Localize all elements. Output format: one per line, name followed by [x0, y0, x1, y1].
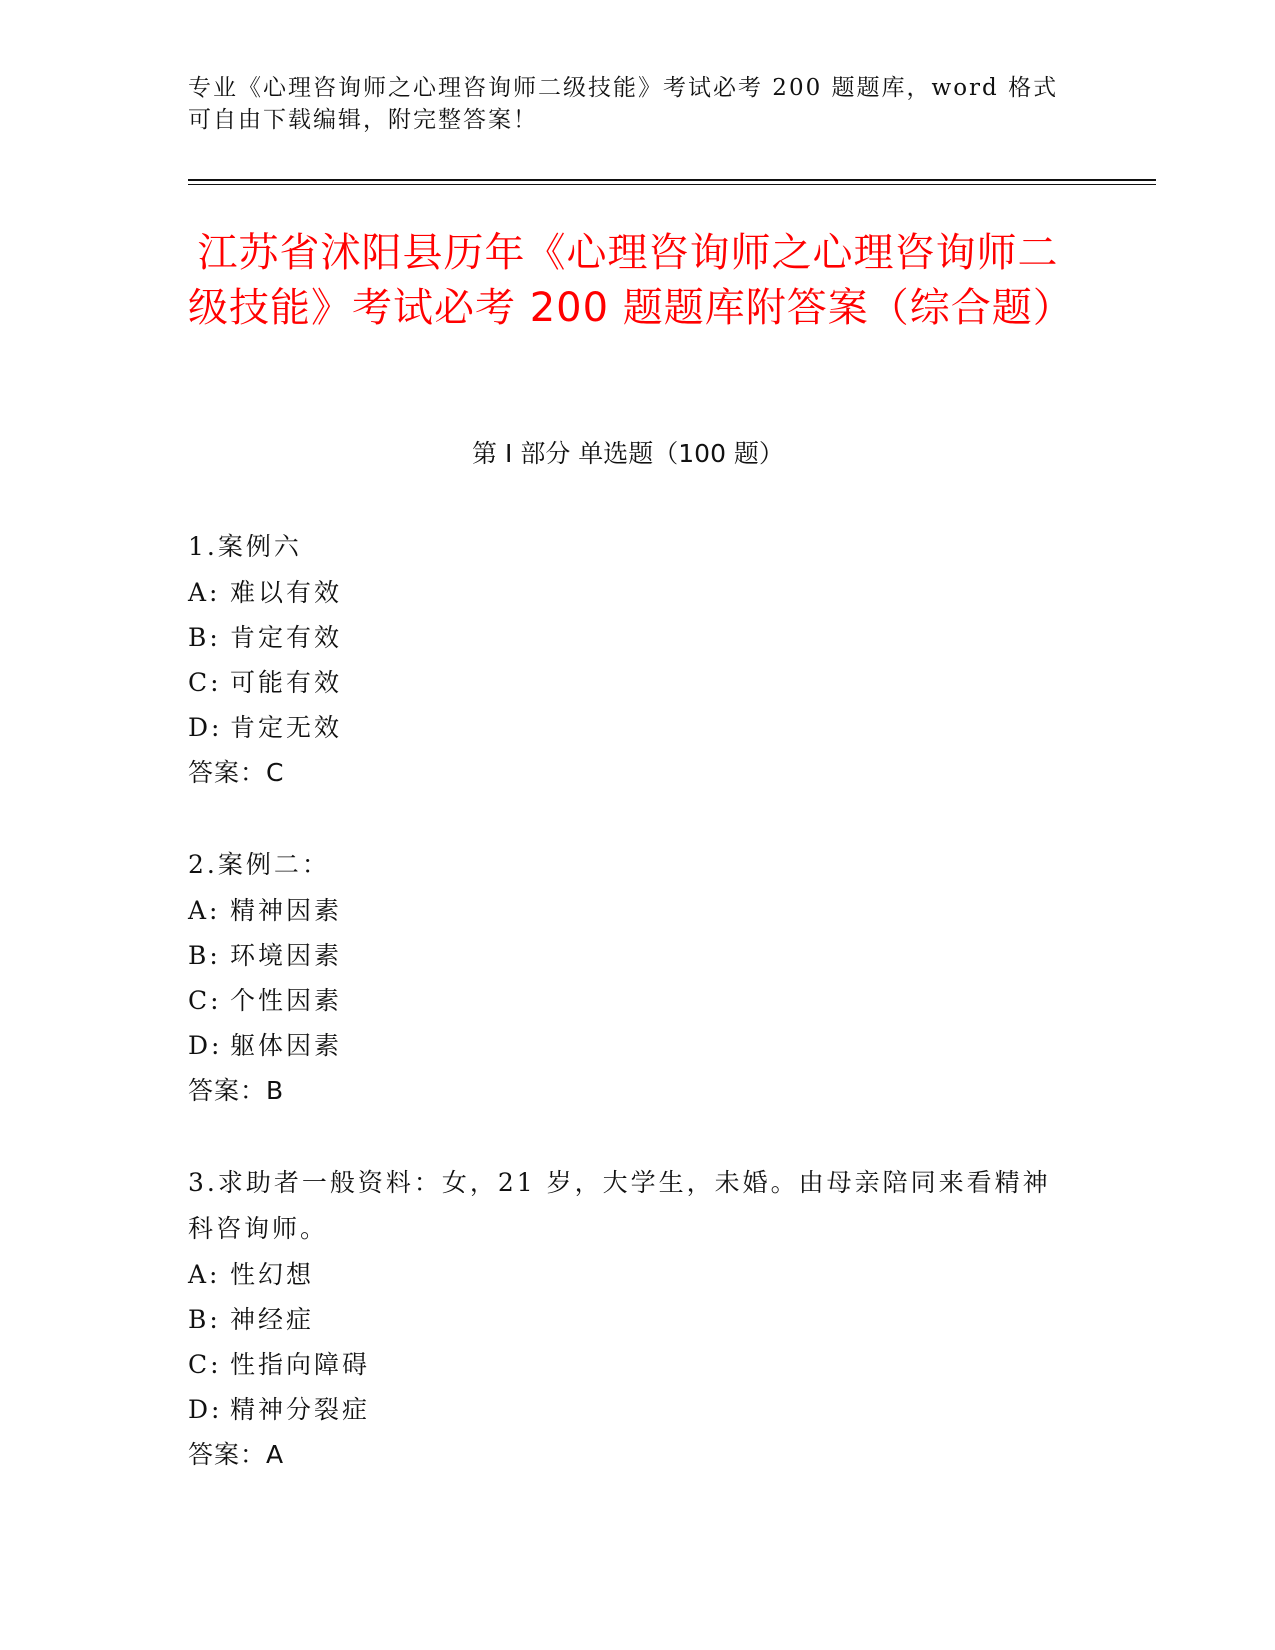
option-text: 神经症 [230, 1305, 315, 1334]
option-text: 个性因素 [230, 986, 343, 1015]
option-text: 难以有效 [230, 578, 343, 607]
option-c [188, 660, 1068, 705]
option-text: 可能有效 [230, 668, 343, 697]
option-a [188, 888, 1068, 933]
option-text: 躯体因素 [230, 1031, 343, 1060]
option-letter: A: [188, 896, 221, 925]
option-text: 肯定无效 [230, 713, 343, 742]
option-c [188, 978, 1068, 1023]
option-letter: A: [188, 1260, 221, 1289]
question-stem: 2.案例二： [188, 850, 330, 879]
document-title: 江苏省沭阳县历年《心理咨询师之心理咨询师二级技能》考试必考 200 题题库附答案（综合题） [188, 230, 1074, 331]
option-d [188, 1023, 1068, 1068]
answer-line: 答案：C [188, 758, 285, 787]
option-letter: C: [188, 668, 222, 697]
option-text: 环境因素 [230, 941, 343, 970]
header-note: 专业《心理咨询师之心理咨询师二级技能》考试必考 200 题题库，word 格式可自由下载编辑，附完整答案！ [188, 75, 1059, 133]
question-stem: 3.求助者一般资料：女，21 岁，大学生，未婚。由母亲陪同来看精神科咨询师。 [188, 1168, 1051, 1243]
answer-line: 答案：A [188, 1440, 285, 1469]
option-text: 性指向障碍 [230, 1350, 371, 1379]
option-letter: B: [188, 941, 221, 970]
option-a [188, 570, 1068, 615]
option-b [188, 1297, 1068, 1342]
option-letter: C: [188, 986, 222, 1015]
option-b [188, 933, 1068, 978]
option-letter: B: [188, 1305, 221, 1334]
header-rule-thin [188, 184, 1156, 185]
question-2 [188, 842, 1068, 1114]
question-stem: 1.案例六 [188, 532, 302, 561]
header-rule-thick [188, 179, 1156, 181]
question-3 [188, 1160, 1068, 1478]
section-heading: 第 I 部分 单选题（100 题） [472, 439, 784, 468]
option-text: 性幻想 [230, 1260, 315, 1289]
option-letter: D: [188, 713, 223, 742]
option-c [188, 1342, 1068, 1387]
option-letter: B: [188, 623, 221, 652]
option-d [188, 1387, 1068, 1432]
answer-line: 答案：B [188, 1076, 285, 1105]
option-b [188, 615, 1068, 660]
option-letter: C: [188, 1350, 222, 1379]
option-a [188, 1252, 1068, 1297]
option-letter: D: [188, 1031, 223, 1060]
option-text: 精神分裂症 [230, 1395, 371, 1424]
option-text: 精神因素 [230, 896, 343, 925]
option-text: 肯定有效 [230, 623, 343, 652]
option-d [188, 705, 1068, 750]
question-1 [188, 524, 1068, 796]
option-letter: A: [188, 578, 221, 607]
option-letter: D: [188, 1395, 223, 1424]
